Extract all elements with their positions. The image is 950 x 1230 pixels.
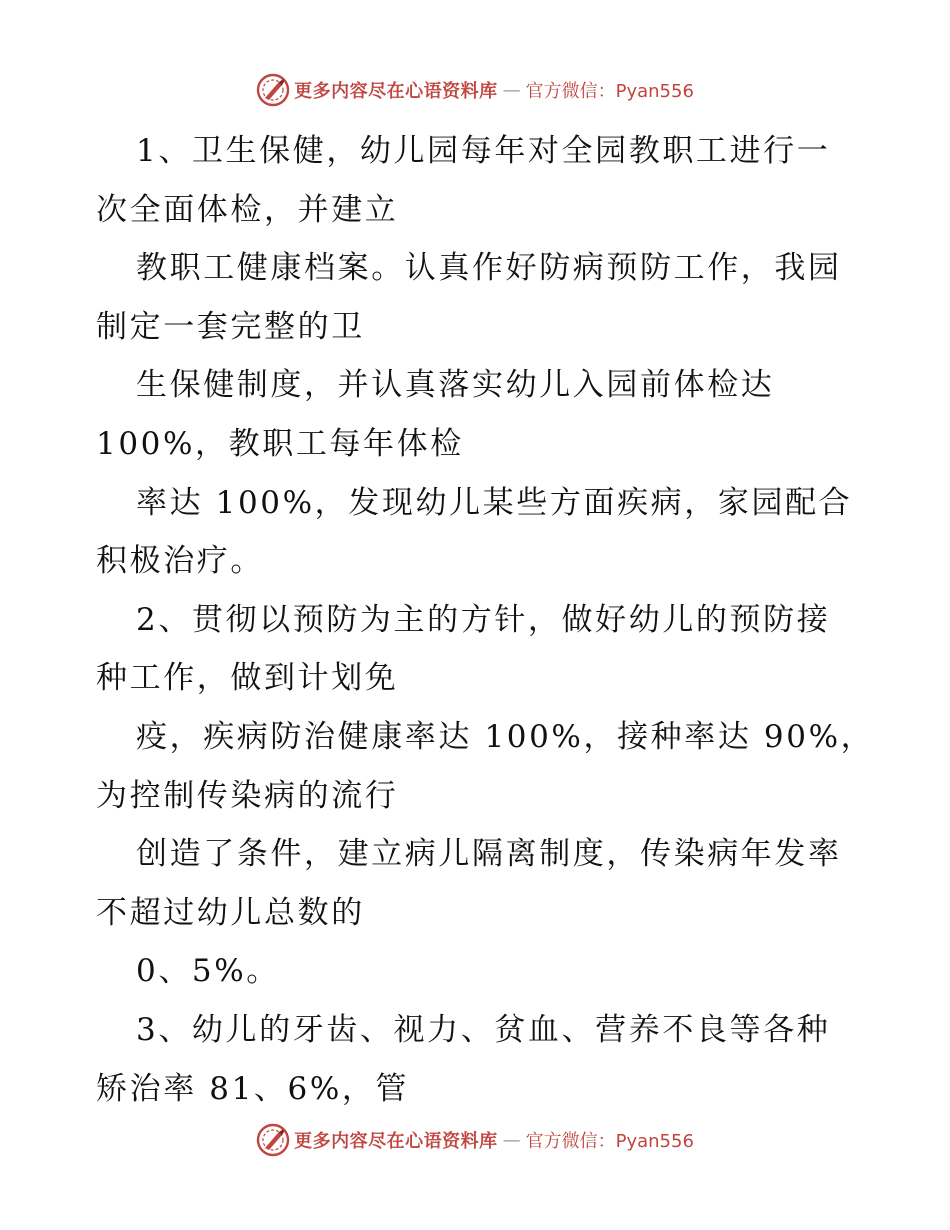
footer-banner — [0, 1120, 950, 1160]
header-site-text: 更多内容尽在心语资料库 — [294, 81, 498, 102]
footer-dash: — — [502, 1129, 521, 1151]
text-line: 100%，教职工每年体检 — [96, 425, 464, 462]
header-banner — [0, 70, 950, 110]
text-line: 种工作，做到计划免 — [96, 660, 399, 697]
text-line: 生保健制度，并认真落实幼儿入园前体检达 — [136, 367, 775, 404]
text-line: 积极治疗。 — [96, 543, 264, 580]
text-line: 创造了条件，建立病儿隔离制度，传染病年发率 — [136, 836, 842, 873]
text-line: 制定一套完整的卫 — [96, 308, 365, 345]
document-body — [96, 122, 875, 1118]
text-line: 0、5%。 — [136, 953, 280, 990]
text-line: 为控制传染病的流行 — [96, 777, 399, 814]
header-dash: — — [502, 79, 521, 101]
logo-icon — [256, 1123, 290, 1157]
logo-icon — [256, 73, 290, 107]
text-line: 不超过幼儿总数的 — [96, 894, 365, 931]
text-line: 教职工健康档案。认真作好防病预防工作，我园 — [136, 250, 842, 287]
text-line: 率达 100%，发现幼儿某些方面疾病，家园配合 — [136, 484, 853, 521]
footer-site-text: 更多内容尽在心语资料库 — [294, 1131, 498, 1152]
text-line: 疫，疾病防治健康率达 100%，接种率达 90%， — [136, 718, 875, 755]
header-wechat-text: 官方微信：Pyan556 — [525, 81, 694, 102]
text-line: 2、贯彻以预防为主的方针，做好幼儿的预防接 — [136, 601, 831, 638]
text-line: 3、幼儿的牙齿、视力、贫血、营养不良等各种 — [136, 1011, 831, 1048]
text-line: 次全面体检，并建立 — [96, 191, 399, 228]
footer-wechat-text: 官方微信：Pyan556 — [525, 1131, 694, 1152]
text-line: 1、卫生保健，幼儿园每年对全园教职工进行一 — [136, 133, 831, 169]
text-line: 矫治率 81、6%，管 — [96, 1070, 410, 1107]
